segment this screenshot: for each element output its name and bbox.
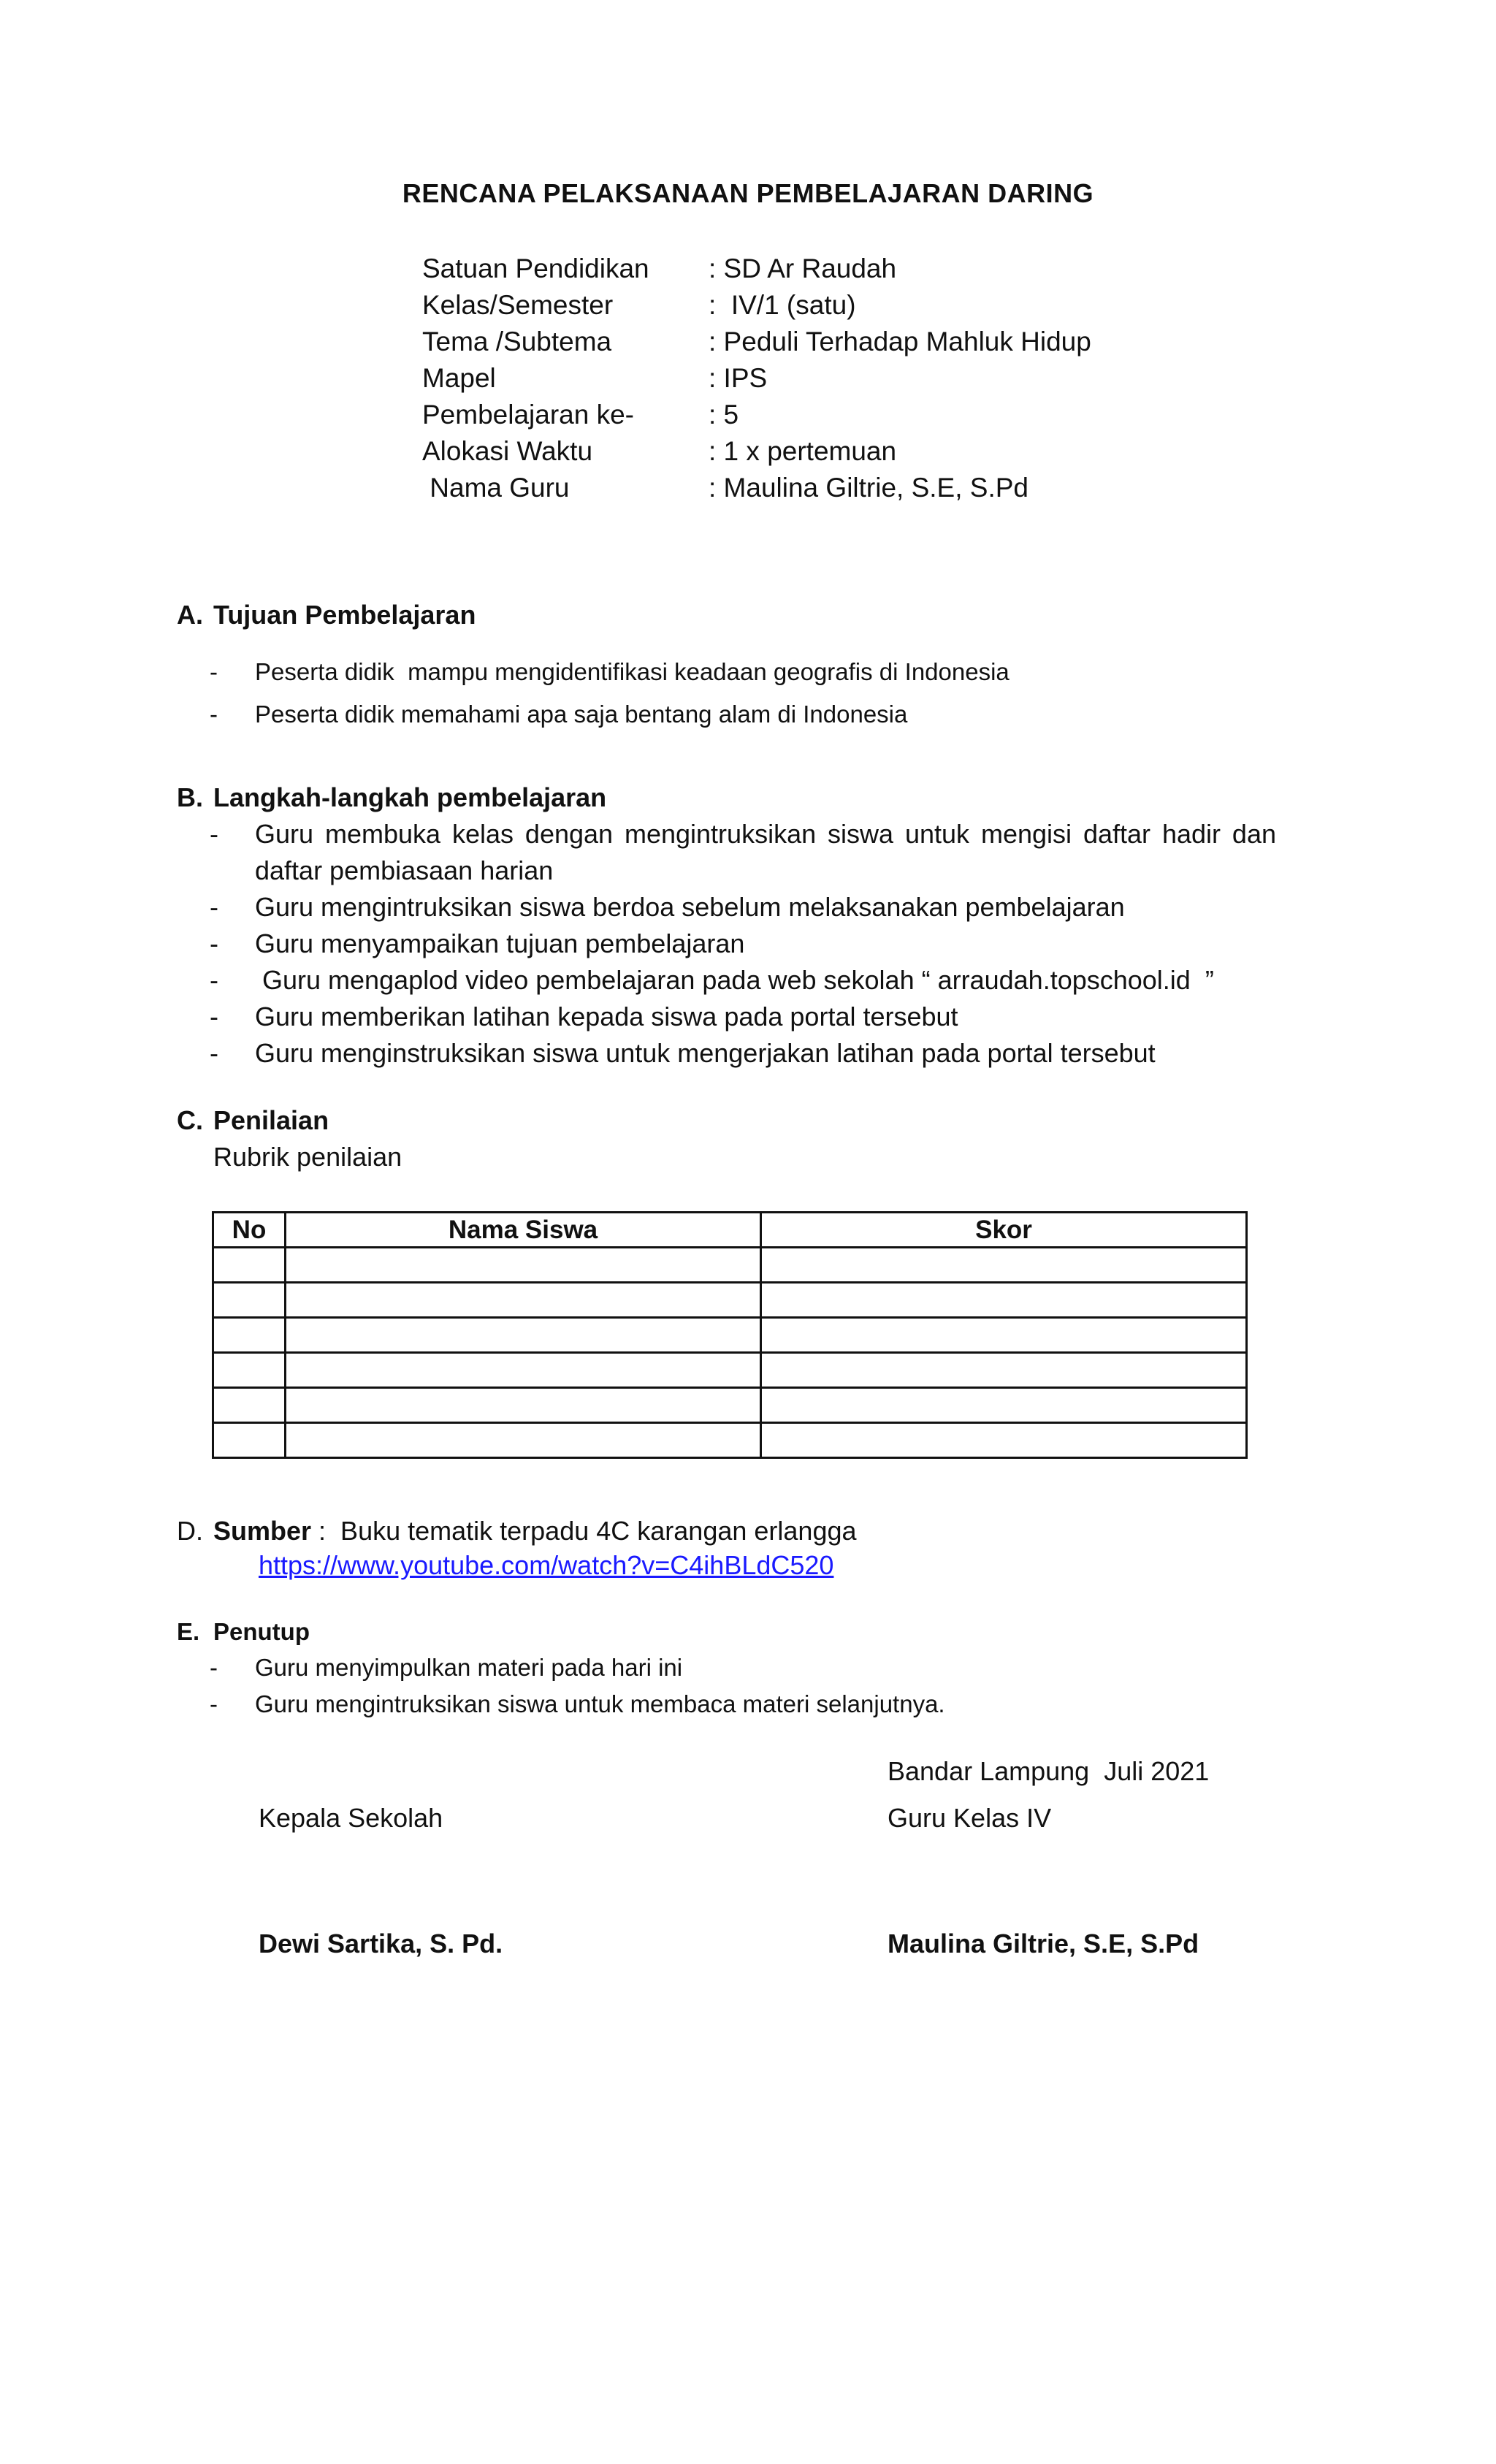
list-item [177,651,1010,693]
table-cell [761,1283,1247,1318]
table-row [213,1423,1247,1458]
list-item [177,889,1276,926]
list-item-text: Guru mengaplod video pembelajaran pada web sekolah “ arraudah.topschool.id ” [255,965,1214,995]
info-row [422,433,1091,470]
section-letter: C. [177,1105,203,1135]
table-header-row [213,1213,1247,1248]
list-item-text: Guru menyampaikan tujuan pembelajaran [255,928,745,958]
info-value: : 5 [709,400,739,430]
info-label: Mapel [422,363,496,393]
table-cell [761,1248,1247,1283]
bullet-list [177,1649,945,1723]
list-item [177,1686,945,1723]
list-item [177,999,1276,1035]
section-heading [177,779,1276,816]
dash: - [210,965,218,995]
document-title: RENCANA PELAKSANAAN PEMBELAJARAN DARING [402,178,1094,208]
header-skor: Skor [761,1213,1247,1248]
section-heading [177,597,1010,633]
sumber-link-line [177,1549,857,1582]
sumber-label: Sumber [213,1516,312,1546]
right-signatory-name: Maulina Giltrie, S.E, S.Pd [888,1929,1199,1958]
dash: - [210,892,218,922]
youtube-link[interactable]: https://www.youtube.com/watch?v=C4ihBLdC520 [259,1550,834,1580]
table-row [213,1353,1247,1388]
list-item-text: Guru memberikan latihan kepada siswa pada portal tersebut [255,1002,958,1031]
info-value: : SD Ar Raudah [709,253,897,283]
table-cell [286,1283,761,1318]
dash: - [210,701,218,728]
right-role: Guru Kelas IV [888,1803,1052,1833]
info-label: Nama Guru [422,473,570,503]
table-cell [761,1318,1247,1353]
list-item [177,816,1276,889]
info-label: Kelas/Semester [422,290,614,320]
section-letter: E. [177,1618,200,1645]
list-item-text: Peserta didik mampu mengidentifikasi keadaan geografis di Indonesia [255,658,1010,685]
info-value: : IV/1 (satu) [709,290,856,320]
table-cell [213,1423,286,1458]
section-heading [177,1102,402,1139]
info-value: : 1 x pertemuan [709,436,897,466]
table-row [213,1388,1247,1423]
info-value: : Maulina Giltrie, S.E, S.Pd [709,473,1029,503]
list-item [177,1649,945,1686]
dash: - [210,819,218,849]
info-row [422,470,1091,506]
info-row [422,360,1091,397]
bullet-list [177,816,1276,1072]
bullet-list [177,651,1010,736]
info-value: : Peduli Terhadap Mahluk Hidup [709,327,1091,356]
header-no: No [213,1213,286,1248]
dash: - [210,1654,218,1681]
list-item [177,962,1276,999]
table-cell [213,1388,286,1423]
section-letter: B. [177,782,203,812]
info-value: : IPS [709,363,768,393]
section-letter: A. [177,600,203,630]
list-item [177,926,1276,962]
list-item-text: Guru membuka kelas dengan mengintruksikan siswa untuk mengisi daftar hadir dan daftar pembiasaan harian [255,819,1276,885]
rubric-table [212,1211,1248,1459]
table-row [213,1283,1247,1318]
header-nama-siswa: Nama Siswa [286,1213,761,1248]
table-cell [286,1353,761,1388]
info-row [422,397,1091,433]
info-row [422,287,1091,324]
dash: - [210,1690,218,1717]
place-date: Bandar Lampung Juli 2021 [888,1756,1210,1786]
sumber-text: : Buku tematik terpadu 4C karangan erlangga [311,1516,857,1546]
dash: - [210,1038,218,1068]
info-row [422,324,1091,360]
info-label: Pembelajaran ke- [422,400,634,430]
table-cell [761,1423,1247,1458]
info-label: Alokasi Waktu [422,436,593,466]
dash: - [210,658,218,685]
table-cell [286,1423,761,1458]
table-cell [213,1318,286,1353]
table-cell [286,1318,761,1353]
section-tujuan [177,597,1010,736]
section-langkah [177,779,1276,1072]
dash: - [210,1002,218,1031]
list-item-text: Guru mengintruksikan siswa berdoa sebelum melaksanakan pembelajaran [255,892,1125,922]
section-sumber [177,1513,857,1582]
table-cell [286,1388,761,1423]
info-block [422,251,1091,506]
section-heading [177,1513,857,1549]
left-signatory-name: Dewi Sartika, S. Pd. [259,1929,503,1958]
section-penilaian [177,1102,402,1175]
section-title: Penilaian [213,1105,329,1135]
rubric-subtitle: Rubrik penilaian [213,1142,402,1172]
table-cell [213,1248,286,1283]
section-penutup [177,1614,945,1723]
list-item-text: Guru menyimpulkan materi pada hari ini [255,1654,683,1681]
list-item [177,693,1010,736]
table-cell [286,1248,761,1283]
table-cell [761,1353,1247,1388]
table-cell [213,1283,286,1318]
dash: - [210,928,218,958]
list-item-text: Peserta didik memahami apa saja bentang alam di Indonesia [255,701,908,728]
section-title: Langkah-langkah pembelajaran [213,782,607,812]
table-row [213,1248,1247,1283]
table-cell [213,1353,286,1388]
table-cell [761,1388,1247,1423]
section-heading [177,1614,945,1649]
list-item-text: Guru menginstruksikan siswa untuk mengerjakan latihan pada portal tersebut [255,1038,1156,1068]
section-title: Tujuan Pembelajaran [213,600,476,630]
section-title: Penutup [213,1618,310,1645]
info-label: Tema /Subtema [422,327,612,356]
section-letter: D. [177,1516,203,1546]
info-row [422,251,1091,287]
info-label: Satuan Pendidikan [422,253,649,283]
table-row [213,1318,1247,1353]
left-role: Kepala Sekolah [259,1803,443,1833]
list-item [177,1035,1276,1072]
list-item-text: Guru mengintruksikan siswa untuk membaca materi selanjutnya. [255,1690,945,1717]
